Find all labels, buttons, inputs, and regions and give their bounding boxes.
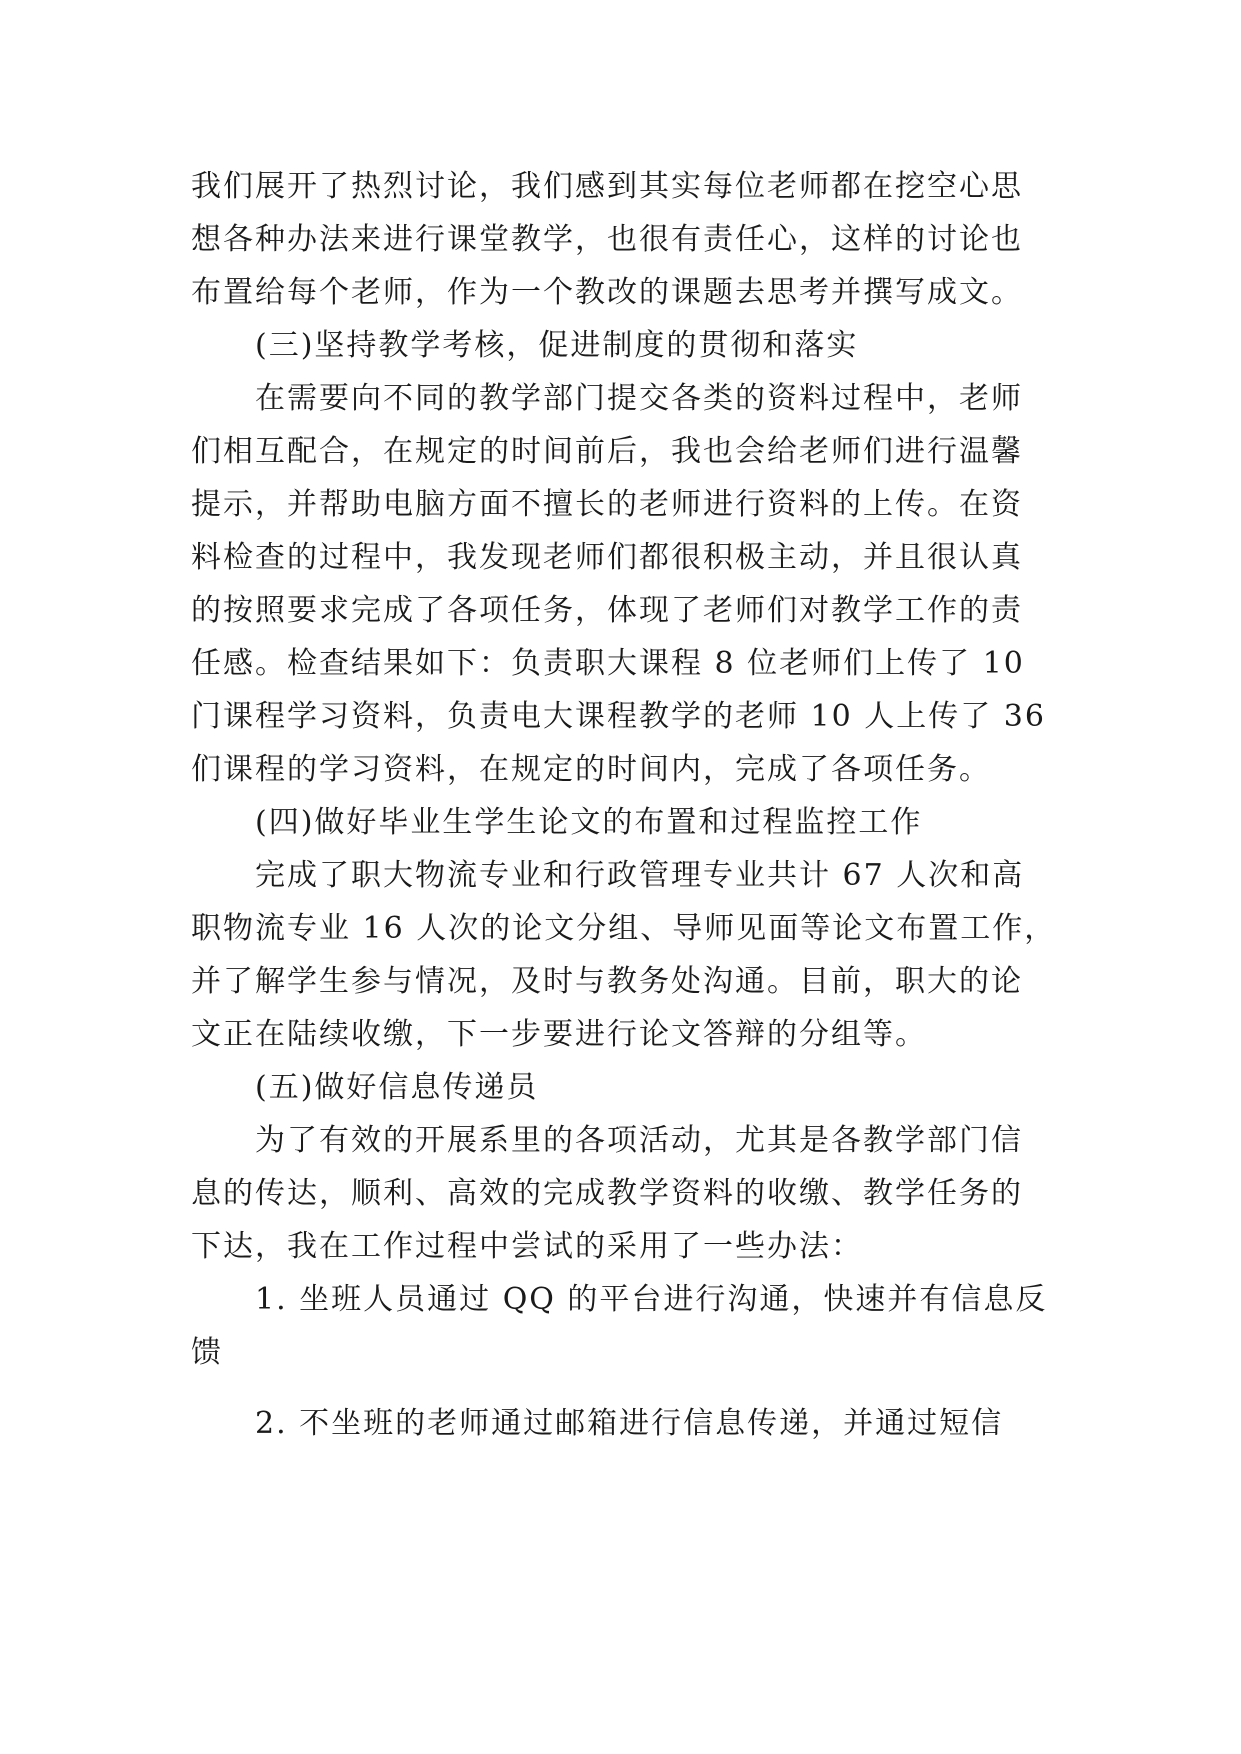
paragraph-line: 下达，我在工作过程中尝试的采用了一些办法：	[191, 1229, 863, 1264]
paragraph-line: 门课程学习资料，负责电大课程教学的老师 10 人上传了 36	[191, 699, 1046, 734]
paragraph-line: 们相互配合，在规定的时间前后，我也会给老师们进行温馨	[191, 434, 1023, 469]
list-item-2: 2. 不坐班的老师通过邮箱进行信息传递，并通过短信	[255, 1406, 1004, 1441]
paragraph-line: 任感。检查结果如下：负责职大课程 8 位老师们上传了 10	[191, 646, 1025, 681]
paragraph-line: 文正在陆续收缴，下一步要进行论文答辩的分组等。	[191, 1017, 927, 1052]
paragraph-line: 的按照要求完成了各项任务，体现了老师们对教学工作的责	[191, 593, 1023, 628]
paragraph-line: 完成了职大物流专业和行政管理专业共计 67 人次和高	[255, 858, 1025, 893]
list-item-1-continuation: 馈	[191, 1335, 223, 1370]
paragraph-line: 为了有效的开展系里的各项活动，尤其是各教学部门信	[255, 1123, 1023, 1158]
list-item-1: 1. 坐班人员通过 QQ 的平台进行沟通，快速并有信息反	[255, 1282, 1048, 1317]
paragraph-line: 提示，并帮助电脑方面不擅长的老师进行资料的上传。在资	[191, 487, 1023, 522]
paragraph-line: 们课程的学习资料，在规定的时间内，完成了各项任务。	[191, 752, 991, 787]
paragraph-line: 布置给每个老师，作为一个教改的课题去思考并撰写成文。	[191, 275, 1023, 310]
paragraph-line: 职物流专业 16 人次的论文分组、导师见面等论文布置工作，	[191, 911, 1057, 946]
document-body	[191, 160, 1057, 1450]
paragraph-line: 我们展开了热烈讨论，我们感到其实每位老师都在挖空心思	[191, 169, 1023, 204]
paragraph-line: 在需要向不同的教学部门提交各类的资料过程中，老师	[255, 381, 1023, 416]
paragraph-line: 想各种办法来进行课堂教学，也很有责任心，这样的讨论也	[191, 222, 1023, 257]
section-heading: (三)坚持教学考核，促进制度的贯彻和落实	[255, 328, 859, 363]
paragraph-line: 料检查的过程中，我发现老师们都很积极主动，并且很认真	[191, 540, 1023, 575]
section-heading: (五)做好信息传递员	[255, 1070, 539, 1105]
paragraph-line: 息的传达，顺利、高效的完成教学资料的收缴、教学任务的	[191, 1176, 1023, 1211]
paragraph-line: 并了解学生参与情况，及时与教务处沟通。目前，职大的论	[191, 964, 1023, 999]
section-heading: (四)做好毕业生学生论文的布置和过程监控工作	[255, 805, 923, 840]
